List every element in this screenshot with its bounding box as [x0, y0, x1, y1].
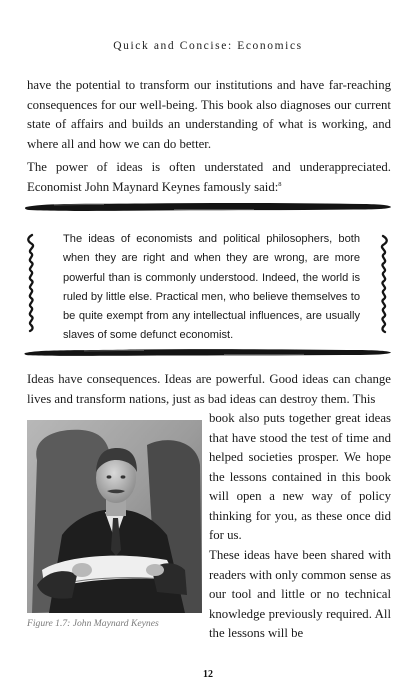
squiggle-ornament-left — [25, 233, 37, 333]
portrait-illustration — [27, 420, 202, 613]
keynes-portrait-photo — [27, 420, 202, 613]
running-header: Quick and Concise: Economics — [113, 40, 303, 52]
block-quote: The ideas of economists and political philosophers, both when they are right and when they are wrong, are more powerful than is commonly understood. Indeed, the world is ruled by little else. Practical men, who believe themselves to be quite exempt from any intellectual influences, are usually slaves of some defunct economist. — [63, 233, 360, 342]
brush-stroke-divider-top — [24, 201, 392, 213]
paragraph-3-continued: book also puts together great ideas that have stood the test of time and helped societies prosper. We hope the lessons contained in this book will open a new way of policy thinking for you, as these once did for us. — [209, 411, 391, 542]
page-number: 12 — [203, 669, 213, 680]
footnote-marker: 8 — [278, 180, 282, 188]
figure-caption: Figure 1.7: John Maynard Keynes — [27, 618, 159, 629]
paragraph-3: Ideas have consequences. Ideas are powerful. Good ideas can change lives and transform nations, just as bad ideas can destroy them. This — [27, 372, 391, 406]
brush-stroke-divider-bottom — [24, 346, 392, 358]
paragraph-2-text: The power of ideas is often understated and underappreciated. Economist John Maynard Keynes famously said: — [27, 160, 391, 194]
paragraph-1: have the potential to transform our institutions and have far-reaching consequences for our well-being. This book also diagnoses our current state of affairs and builds an understanding of what is working, and where all and how we can do better. — [27, 78, 391, 151]
squiggle-ornament-right — [378, 234, 390, 334]
paragraph-2 — [27, 158, 391, 197]
paragraph-4: These ideas have been shared with readers with only common sense as our tool and little or no technical knowledge previously required. All the lessons will be — [209, 548, 391, 640]
